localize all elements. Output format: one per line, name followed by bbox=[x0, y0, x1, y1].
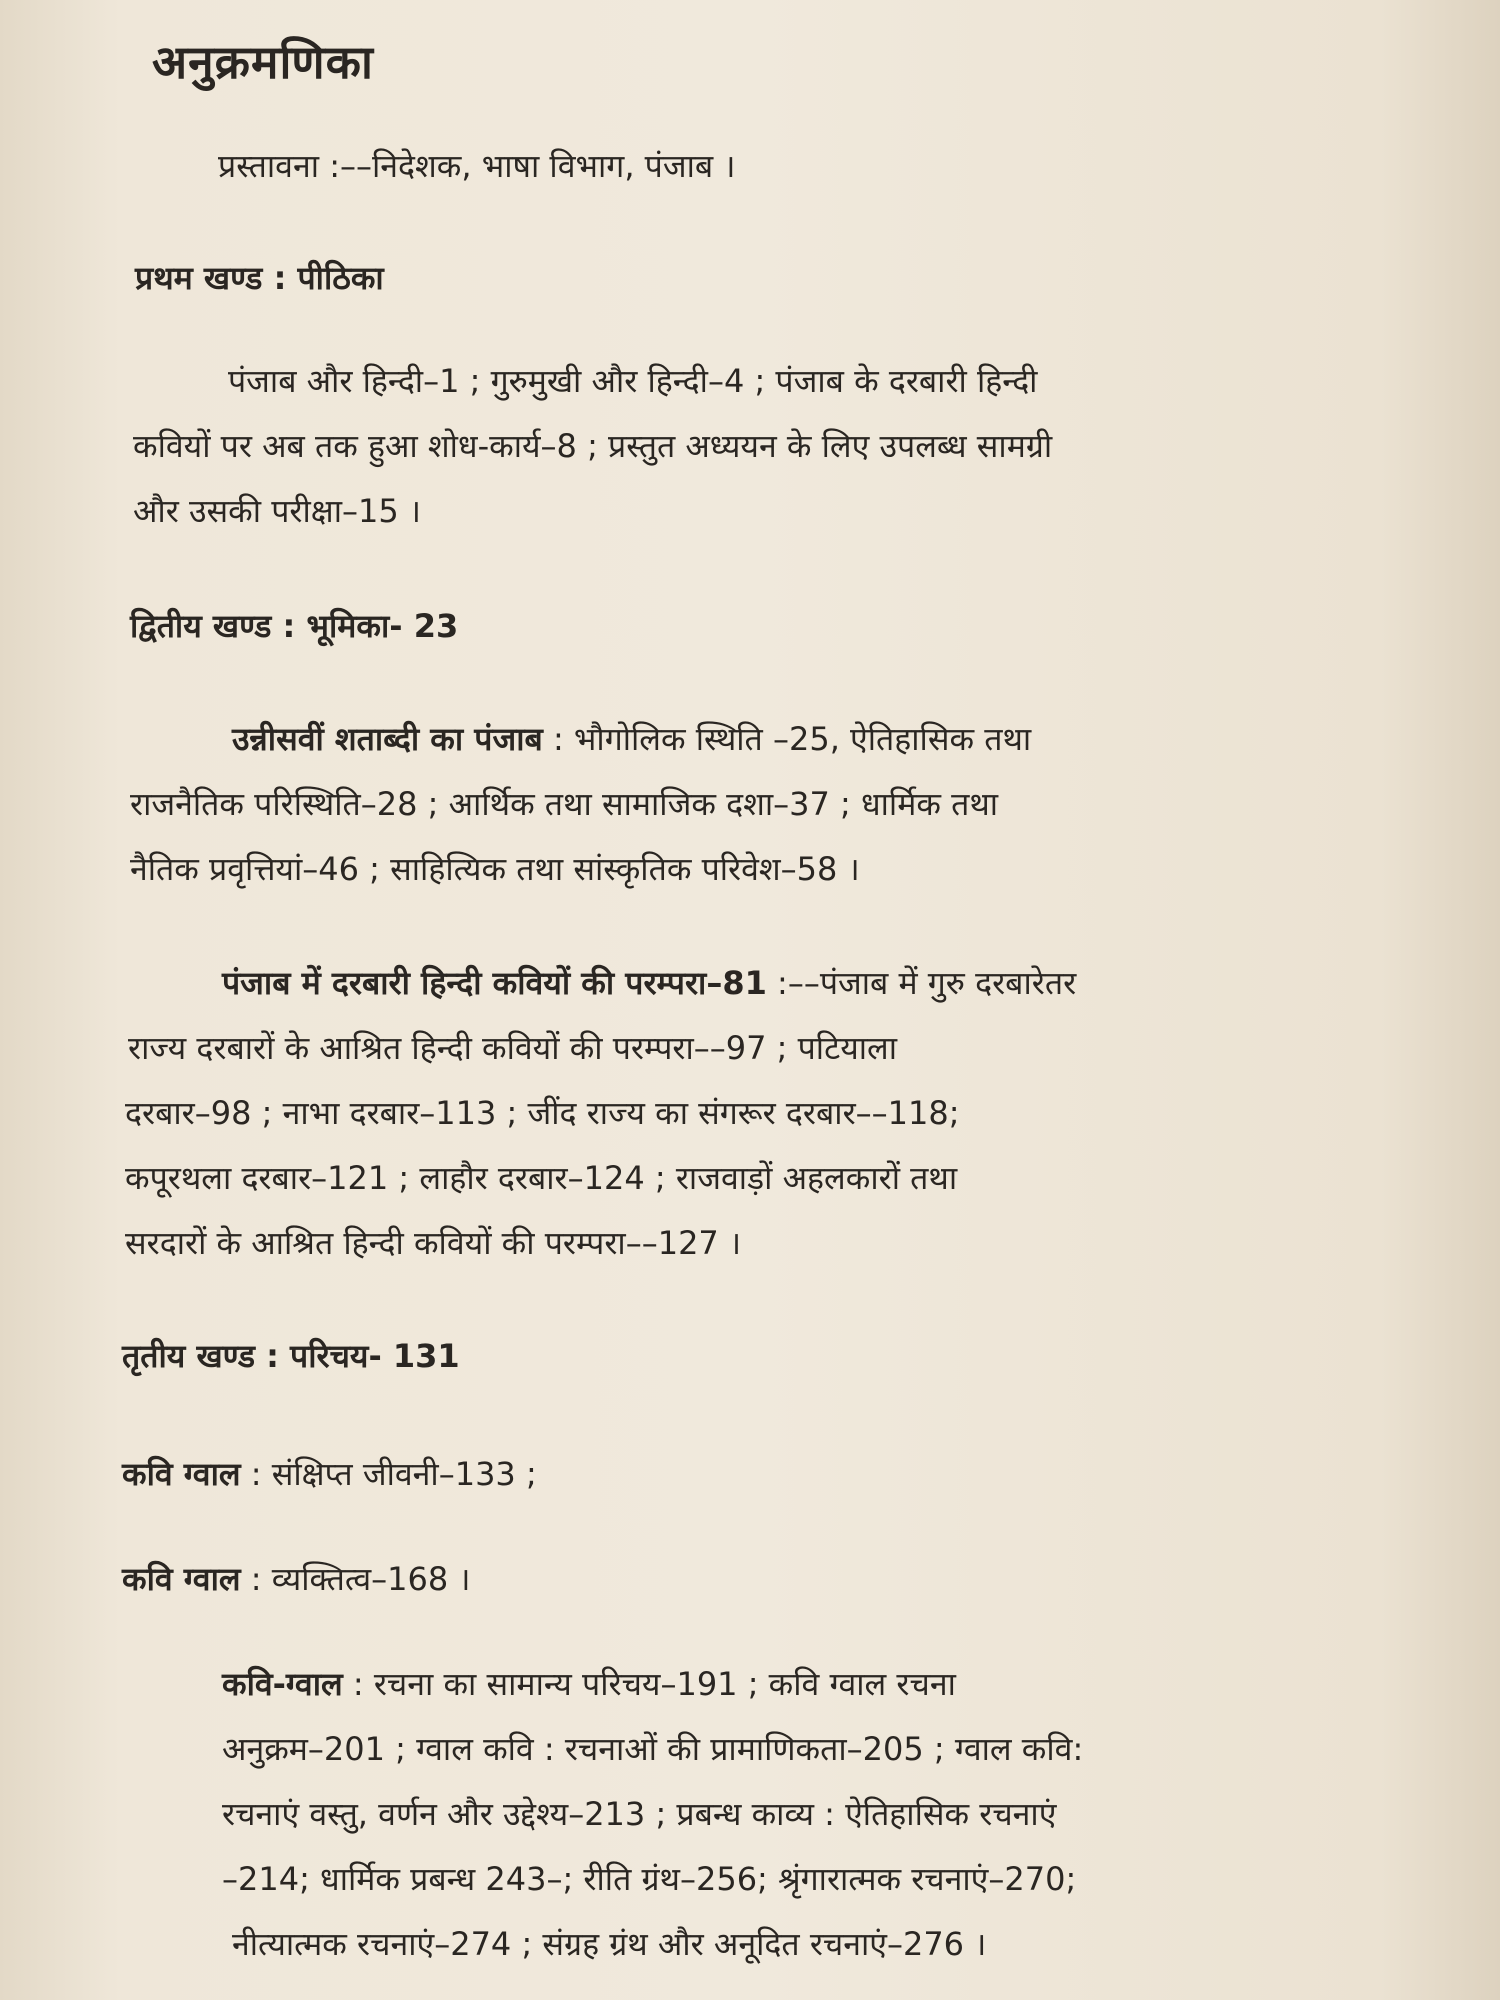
section2-para2-line1-rest: :––पंजाब में गुरु दरबारेतर bbox=[766, 964, 1077, 1002]
section2-para2-line-3: दरबार–98 ; नाभा दरबार–113 ; जींद राज्य का संगरूर दरबार––118; bbox=[125, 1094, 960, 1132]
preface-line: प्रस्तावना :––निदेशक, भाषा विभाग, पंजाब । bbox=[218, 147, 736, 185]
section3-entry1-rest: : संक्षिप्त जीवनी–133 ; bbox=[240, 1455, 537, 1493]
section2-para1-lead: उन्नीसवीं शताब्दी का पंजाब bbox=[232, 720, 543, 758]
section2-para2-line-1 bbox=[222, 964, 1077, 1002]
section1-line-1: पंजाब और हिन्दी–1 ; गुरुमुखी और हिन्दी–4 ; पंजाब के दरबारी हिन्दी bbox=[228, 362, 1038, 400]
section3-para-line-1 bbox=[222, 1665, 956, 1703]
section2-para1-line1-rest: : भौगोलिक स्थिति –25, ऐतिहासिक तथा bbox=[542, 720, 1032, 758]
section2-heading: द्वितीय खण्ड : भूमिका- 23 bbox=[130, 607, 459, 645]
section3-entry2-lead: कवि ग्वाल bbox=[122, 1560, 241, 1598]
section3-entry1-lead: कवि ग्वाल bbox=[122, 1455, 241, 1493]
page-title: अनुक्रमणिका bbox=[152, 35, 374, 89]
section3-para-line-2: अनुक्रम–201 ; ग्वाल कवि : रचनाओं की प्रामाणिकता–205 ; ग्वाल कवि: bbox=[222, 1730, 1084, 1768]
section3-entry2-rest: : व्यक्तित्व–168 । bbox=[240, 1560, 471, 1598]
section2-para2-lead: पंजाब में दरबारी हिन्दी कवियों की परम्परा–81 bbox=[222, 964, 767, 1002]
section1-line-2: कवियों पर अब तक हुआ शोध-कार्य–8 ; प्रस्तुत अध्ययन के लिए उपलब्ध सामग्री bbox=[133, 427, 1053, 465]
section2-para2-line-5: सरदारों के आश्रित हिन्दी कवियों की परम्परा––127 । bbox=[125, 1224, 742, 1262]
section3-para-line-5: नीत्यात्मक रचनाएं–274 ; संग्रह ग्रंथ और अनूदित रचनाएं–276 । bbox=[232, 1925, 987, 1963]
section1-heading: प्रथम खण्ड : पीठिका bbox=[135, 259, 384, 297]
section3-para-line-3: रचनाएं वस्तु, वर्णन और उद्देश्य–213 ; प्रबन्ध काव्य : ऐतिहासिक रचनाएं bbox=[222, 1795, 1057, 1833]
section3-entry-2 bbox=[122, 1560, 471, 1598]
section3-heading: तृतीय खण्ड : परिचय- 131 bbox=[122, 1337, 460, 1375]
section3-para-line1-rest: : रचना का सामान्य परिचय–191 ; कवि ग्वाल रचना bbox=[342, 1665, 956, 1703]
section3-entry-1 bbox=[122, 1455, 537, 1493]
section2-para1-line-1 bbox=[232, 720, 1032, 758]
section2-para2-line-2: राज्य दरबारों के आश्रित हिन्दी कवियों की परम्परा––97 ; पटियाला bbox=[128, 1029, 898, 1067]
section1-line-3: और उसकी परीक्षा–15 । bbox=[133, 492, 422, 530]
section2-para2-line-4: कपूरथला दरबार–121 ; लाहौर दरबार–124 ; राजवाड़ों अहलकारों तथा bbox=[125, 1159, 958, 1197]
section2-para1-line-3: नैतिक प्रवृत्तियां–46 ; साहित्यिक तथा सांस्कृतिक परिवेश–58 । bbox=[130, 850, 860, 888]
section3-para-line-4: –214; धार्मिक प्रबन्ध 243–; रीति ग्रंथ–256; श्रृंगारात्मक रचनाएं–270; bbox=[222, 1860, 1077, 1898]
section2-para1-line-2: राजनैतिक परिस्थिति–28 ; आर्थिक तथा सामाजिक दशा–37 ; धार्मिक तथा bbox=[130, 785, 999, 823]
section3-para-lead: कवि-ग्वाल bbox=[222, 1665, 343, 1703]
